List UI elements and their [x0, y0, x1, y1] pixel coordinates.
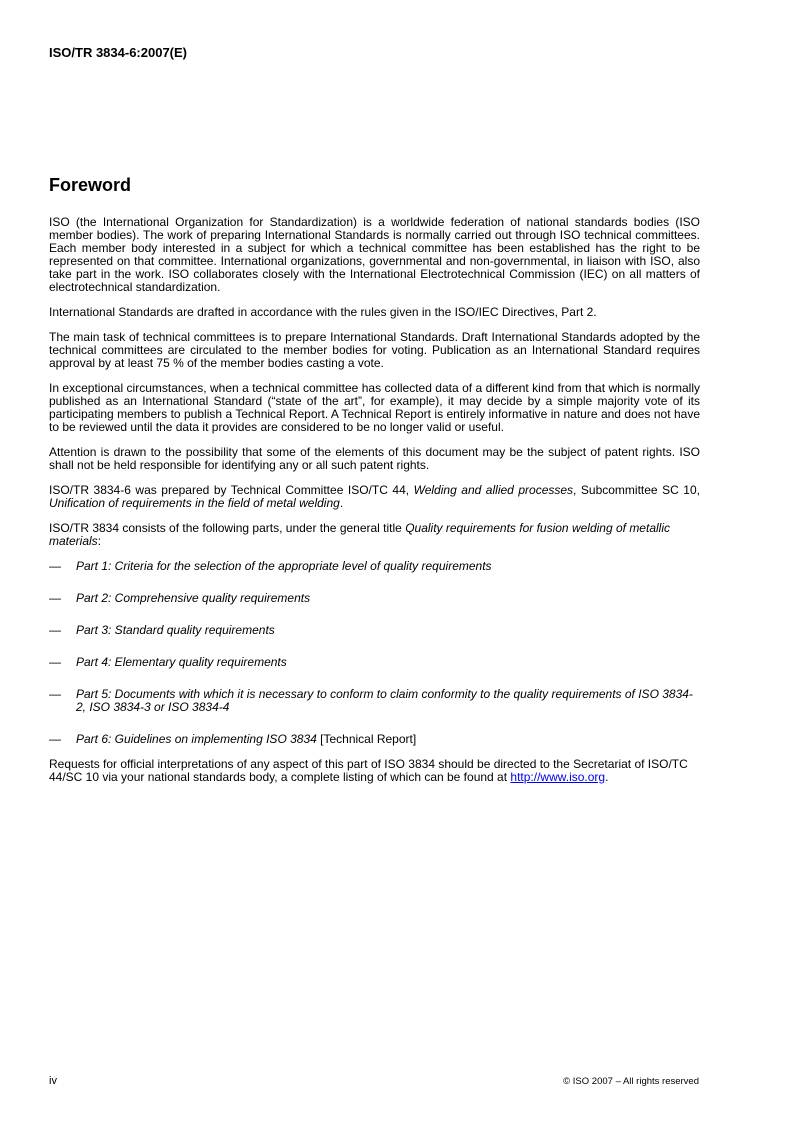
part-5-label: Part 5: Documents with which it is necessary to conform to claim conformity to the quality requirements of ISO 3834-2, ISO 3834-3 or ISO 3834-4 — [76, 687, 693, 714]
iso-website-link[interactable]: http://www.iso.org — [510, 770, 606, 784]
general-title: Quality requirements for fusion welding of metallic materials — [49, 521, 670, 548]
dash-bullet: — — [49, 655, 61, 669]
list-item — [49, 624, 700, 637]
list-item — [49, 656, 700, 669]
parts-intro-text-a: ISO/TR 3834 consists of the following parts, under the general title — [49, 521, 406, 535]
committee-title: Welding and allied processes — [413, 483, 574, 497]
paragraph-directives: International Standards are drafted in accordance with the rules given in the ISO/IEC Directives, Part 2. — [49, 305, 597, 319]
requests-text-a: Requests for official interpretations of any aspect of this part of ISO 3834 should be directed to the Secretariat of ISO/TC 44/SC 10 via your national standards body, a complete listing of which can be found at — [49, 757, 688, 784]
requests-text-c: . — [605, 770, 609, 784]
paragraph-exceptional: In exceptional circumstances, when a technical committee has collected data of a different kind from that which is normally published as an International Standard (“state of the art”, for example), it may decide by a simple majority vote of its participating members to publish a Technical Report. A Technical Report is entirely informative in nature and does not have to be reviewed until the data it provides are considered to be no longer valid or useful. — [49, 381, 700, 434]
part-4-label: Part 4: Elementary quality requirements — [76, 655, 287, 669]
dash-bullet: — — [49, 559, 61, 573]
prepared-by-text-a: ISO/TR 3834-6 was prepared by Technical Committee ISO/TC 44, — [49, 483, 414, 497]
dash-bullet: — — [49, 623, 61, 637]
page-number: iv — [49, 1075, 57, 1087]
foreword-body — [49, 216, 700, 796]
list-item — [49, 560, 700, 573]
parts-intro-text-c: : — [97, 534, 102, 548]
paragraph-parts-intro — [49, 522, 700, 548]
page-title: Foreword — [49, 175, 132, 195]
subcommittee-title: Unification of requirements in the field of metal welding — [49, 496, 340, 510]
dash-bullet: — — [49, 591, 61, 605]
list-item — [49, 592, 700, 605]
part-6-label: Part 6: Guidelines on implementing ISO 3834 — [76, 732, 317, 746]
list-item — [49, 733, 700, 746]
dash-bullet: — — [49, 687, 61, 701]
prepared-by-text-e: . — [339, 496, 344, 510]
paragraph-prepared-by — [49, 484, 700, 510]
dash-bullet: — — [49, 732, 61, 746]
part-6-suffix: [Technical Report] — [316, 732, 417, 746]
paragraph-main-task: The main task of technical committees is to prepare International Standards. Draft International Standards adopted by the technical committees are circulated to the member bodies for voting. Publication as an International Standard requires approval by at least 75 % of the member bodies casting a vote. — [49, 330, 700, 370]
part-1-label: Part 1: Criteria for the selection of the appropriate level of quality requirements — [76, 559, 492, 573]
document-id-header: ISO/TR 3834-6:2007(E) — [49, 45, 188, 60]
parts-list — [49, 560, 700, 746]
paragraph-patent: Attention is drawn to the possibility that some of the elements of this document may be the subject of patent rights. ISO shall not be held responsible for identifying any or all such patent rights. — [49, 445, 700, 472]
list-item — [49, 688, 700, 714]
copyright-notice: © ISO 2007 – All rights reserved — [563, 1076, 699, 1087]
paragraph-iso-intro: ISO (the International Organization for Standardization) is a worldwide federation of national standards bodies (ISO member bodies). The work of preparing International Standards is normally carried out through ISO technical committees. Each member body interested in a subject for which a technical committee has been established has the right to be represented on that committee. International organizations, governmental and non-governmental, in liaison with ISO, also take part in the work. ISO collaborates closely with the International Electrotechnical Commission (IEC) on all matters of electrotechnical standardization. — [49, 215, 700, 294]
part-2-label: Part 2: Comprehensive quality requirements — [76, 591, 311, 605]
part-3-label: Part 3: Standard quality requirements — [76, 623, 275, 637]
prepared-by-text-c: , Subcommittee SC 10, — [573, 483, 700, 497]
paragraph-requests — [49, 758, 700, 784]
